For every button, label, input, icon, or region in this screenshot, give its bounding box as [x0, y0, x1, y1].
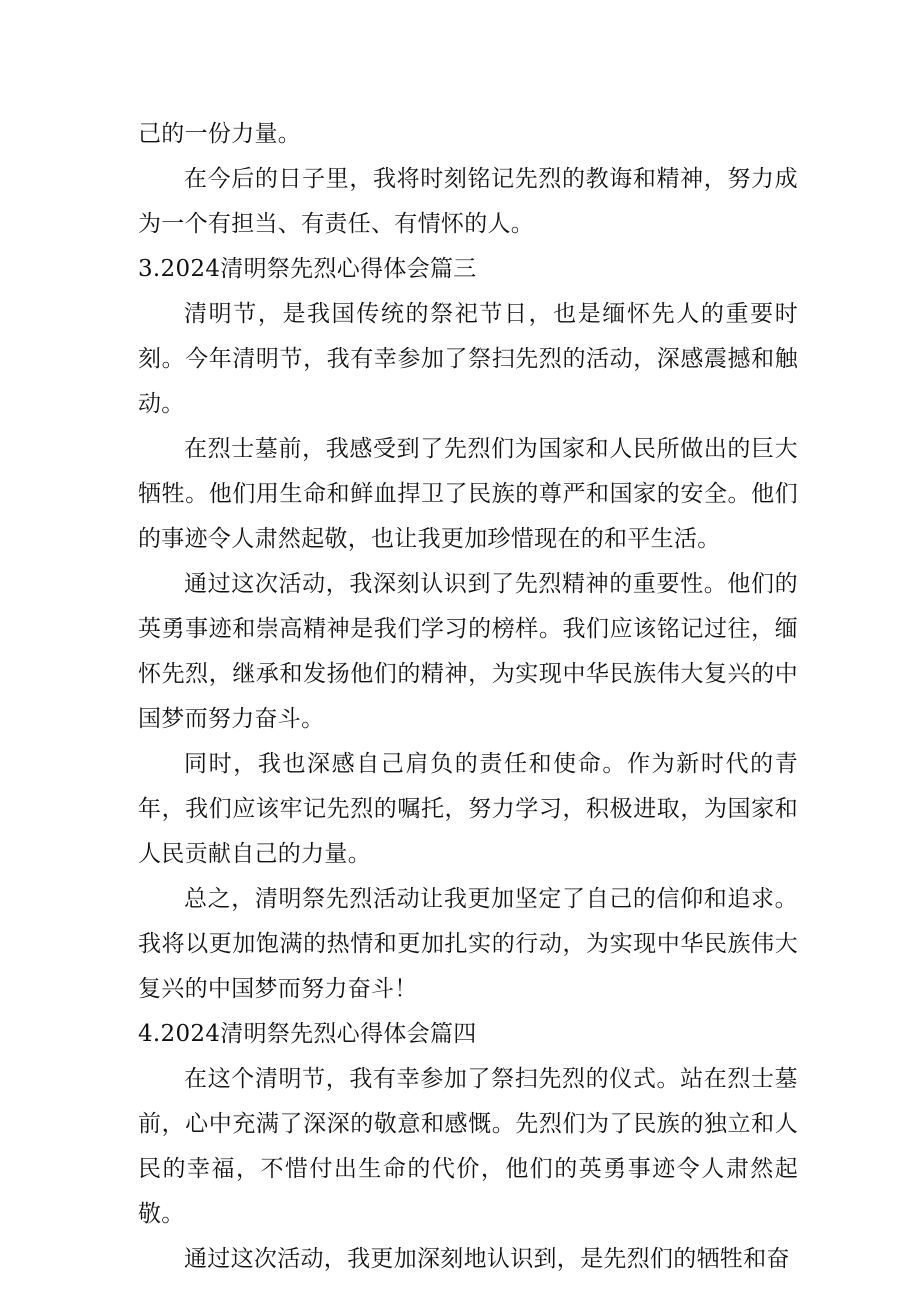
paragraph: 在烈士墓前，我感受到了先烈们为国家和人民所做出的巨大牺牲。他们用生命和鲜血捍卫了民族的尊严和国家的安全。他们的事迹令人肃然起敬，也让我更加珍惜现在的和平生活。 — [138, 436, 798, 552]
section-heading: 3.2024清明祭先烈心得体会篇三 — [138, 256, 477, 282]
paragraph: 总之，清明祭先烈活动让我更加坚定了自己的信仰和追求。我将以更加饱满的热情和更加扎实的行动，为实现中华民族伟大复兴的中国梦而努力奋斗！ — [138, 886, 798, 1002]
paragraph: 在这个清明节，我有幸参加了祭扫先烈的仪式。站在烈士墓前，心中充满了深深的敬意和感慨。先烈们为了民族的独立和人民的幸福，不惜付出生命的代价，他们的英勇事迹令人肃然起敬。 — [138, 1066, 798, 1227]
paragraph: 清明节，是我国传统的祭祀节日，也是缅怀先人的重要时刻。今年清明节，我有幸参加了祭扫先烈的活动，深感震撼和触动。 — [138, 301, 798, 417]
paragraph: 在今后的日子里，我将时刻铭记先烈的教诲和精神，努力成为一个有担当、有责任、有情怀的人。 — [138, 166, 798, 237]
paragraph: 通过这次活动，我更加深刻地认识到，是先烈们的牺牲和奋 — [184, 1246, 790, 1272]
paragraph: 己的一份力量。 — [138, 121, 302, 147]
paragraph: 通过这次活动，我深刻认识到了先烈精神的重要性。他们的英勇事迹和崇高精神是我们学习的榜样。我们应该铭记过往，缅怀先烈，继承和发扬他们的精神，为实现中华民族伟大复兴的中国梦而努力奋斗。 — [138, 571, 798, 732]
paragraph: 同时，我也深感自己肩负的责任和使命。作为新时代的青年，我们应该牢记先烈的嘱托，努力学习，积极进取，为国家和人民贡献自己的力量。 — [138, 751, 798, 867]
section-heading: 4.2024清明祭先烈心得体会篇四 — [138, 1021, 477, 1047]
document-body — [138, 112, 798, 1282]
